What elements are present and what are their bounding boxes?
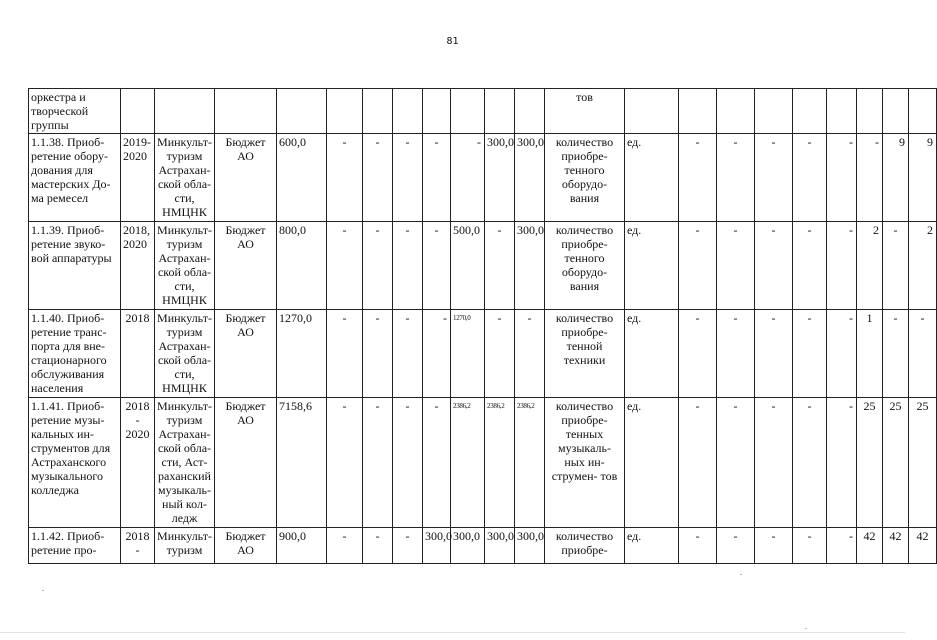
cell-empty — [883, 89, 909, 134]
cell-2019: - — [485, 222, 515, 310]
cell-empty — [857, 89, 883, 134]
cell-value-total: 9 — [909, 134, 937, 222]
cell-value-2018: - — [827, 310, 857, 398]
cell-2015: - — [363, 222, 393, 310]
cell-total: 900,0 — [277, 528, 327, 564]
table-row — [29, 134, 937, 222]
cell-value-2017: - — [793, 134, 827, 222]
cell-executor: Минкульт- туризм — [155, 528, 215, 564]
cell-empty — [679, 89, 717, 134]
cell-source: Бюджет АО — [215, 398, 277, 528]
cell-empty — [451, 89, 485, 134]
scan-artifact-line — [0, 632, 905, 633]
cell-value-2019: 1 — [857, 310, 883, 398]
scan-speck — [42, 590, 44, 591]
cell-value-2020: 9 — [883, 134, 909, 222]
cell-executor: Минкульт- туризм Астрахан- ской обла- сти, Аст- раханский музыкаль- ный кол- ледж — [155, 398, 215, 528]
cell-empty — [121, 89, 155, 134]
cell-empty — [827, 89, 857, 134]
cell-empty — [155, 89, 215, 134]
cell-executor: Минкульт- туризм Астрахан- ской обла- сти, НМЦНК — [155, 310, 215, 398]
cell-value-2016: - — [755, 134, 793, 222]
table-row-continuation — [29, 89, 937, 134]
cell-value-2015: - — [717, 134, 755, 222]
cell-value-2018: - — [827, 222, 857, 310]
cell-indicator: тов — [545, 89, 625, 134]
cell-empty — [755, 89, 793, 134]
cell-value-2019: - — [857, 134, 883, 222]
cell-unit: ед. — [625, 134, 679, 222]
cell-total: 1270,0 — [277, 310, 327, 398]
cell-empty — [793, 89, 827, 134]
cell-name: 1.1.39. Приоб- ретение звуко- вой аппаратуры — [29, 222, 121, 310]
cell-years: 2019- 2020 — [121, 134, 155, 222]
cell-2015: - — [363, 398, 393, 528]
cell-empty — [393, 89, 423, 134]
cell-value-2014: - — [679, 528, 717, 564]
cell-empty — [717, 89, 755, 134]
cell-2017: - — [423, 310, 451, 398]
cell-total: 7158,6 — [277, 398, 327, 528]
cell-2017: 300,0 — [423, 528, 451, 564]
cell-2017: - — [423, 222, 451, 310]
cell-2014: - — [327, 398, 363, 528]
cell-2015: - — [363, 310, 393, 398]
cell-2018: 2386,2 — [451, 398, 485, 528]
cell-value-2017: - — [793, 310, 827, 398]
cell-value-2016: - — [755, 528, 793, 564]
cell-total: 600,0 — [277, 134, 327, 222]
cell-2020: 300,0 — [515, 134, 545, 222]
cell-2018: - — [451, 134, 485, 222]
cell-2019: 2386,2 — [485, 398, 515, 528]
cell-name: оркестра и творческой группы — [29, 89, 121, 134]
cell-unit: ед. — [625, 222, 679, 310]
cell-2016: - — [393, 398, 423, 528]
cell-value-2015: - — [717, 310, 755, 398]
cell-2016: - — [393, 134, 423, 222]
cell-2014: - — [327, 134, 363, 222]
cell-value-total: 42 — [909, 528, 937, 564]
cell-years: 2018, 2020 — [121, 222, 155, 310]
cell-2016: - — [393, 310, 423, 398]
cell-2020: 300,0 — [515, 222, 545, 310]
cell-value-2020: 42 — [883, 528, 909, 564]
cell-years: 2018 — [121, 310, 155, 398]
cell-2014: - — [327, 528, 363, 564]
cell-value-2018: - — [827, 528, 857, 564]
cell-value-2014: - — [679, 310, 717, 398]
cell-empty — [625, 89, 679, 134]
table-row — [29, 398, 937, 528]
cell-value-2020: - — [883, 222, 909, 310]
program-table — [28, 88, 937, 564]
cell-value-2020: - — [883, 310, 909, 398]
cell-value-2017: - — [793, 398, 827, 528]
cell-indicator: количество приобре- тенных музыкаль- ных ин- струмен- тов — [545, 398, 625, 528]
cell-source: Бюджет АО — [215, 310, 277, 398]
cell-years: 2018 - — [121, 528, 155, 564]
cell-2020: - — [515, 310, 545, 398]
cell-2014: - — [327, 222, 363, 310]
cell-value-2016: - — [755, 222, 793, 310]
cell-empty — [515, 89, 545, 134]
table-row — [29, 310, 937, 398]
cell-value-2017: - — [793, 528, 827, 564]
cell-2018: 300,0 — [451, 528, 485, 564]
scan-speck — [805, 628, 807, 629]
cell-source: Бюджет АО — [215, 222, 277, 310]
cell-value-2014: - — [679, 222, 717, 310]
cell-value-2014: - — [679, 134, 717, 222]
cell-value-2019: 42 — [857, 528, 883, 564]
cell-2019: - — [485, 310, 515, 398]
cell-name: 1.1.41. Приоб- ретение музы- кальных ин- струментов для Астраханского музыкального колледжа — [29, 398, 121, 528]
cell-value-2015: - — [717, 528, 755, 564]
table-row — [29, 528, 937, 564]
cell-name: 1.1.42. Приоб- ретение про- — [29, 528, 121, 564]
cell-2019: 300,0 — [485, 134, 515, 222]
cell-value-2015: - — [717, 398, 755, 528]
cell-executor: Минкульт- туризм Астрахан- ской обла- сти, НМЦНК — [155, 134, 215, 222]
cell-unit: ед. — [625, 310, 679, 398]
cell-value-2016: - — [755, 398, 793, 528]
cell-2019: 300,0 — [485, 528, 515, 564]
cell-indicator: количество приобре- тенного оборудо- вания — [545, 222, 625, 310]
page-number: 81 — [446, 36, 459, 47]
cell-value-2018: - — [827, 398, 857, 528]
cell-unit: ед. — [625, 398, 679, 528]
cell-value-total: 2 — [909, 222, 937, 310]
cell-value-2020: 25 — [883, 398, 909, 528]
cell-empty — [327, 89, 363, 134]
table-row — [29, 222, 937, 310]
cell-empty — [909, 89, 937, 134]
cell-unit: ед. — [625, 528, 679, 564]
cell-executor: Минкульт- туризм Астрахан- ской обла- сти, НМЦНК — [155, 222, 215, 310]
cell-value-2014: - — [679, 398, 717, 528]
cell-name: 1.1.38. Приоб- ретение обору- дования для мастерских До- ма ремесел — [29, 134, 121, 222]
scan-speck — [740, 574, 742, 575]
cell-value-2019: 25 — [857, 398, 883, 528]
cell-2015: - — [363, 134, 393, 222]
cell-2020: 2386,2 — [515, 398, 545, 528]
cell-years: 2018 - 2020 — [121, 398, 155, 528]
cell-value-2017: - — [793, 222, 827, 310]
cell-empty — [423, 89, 451, 134]
cell-2015: - — [363, 528, 393, 564]
cell-indicator: количество приобре- тенного оборудо- вания — [545, 134, 625, 222]
cell-value-2015: - — [717, 222, 755, 310]
cell-2016: - — [393, 528, 423, 564]
cell-2018: 1270,0 — [451, 310, 485, 398]
cell-2020: 300,0 — [515, 528, 545, 564]
cell-source: Бюджет АО — [215, 134, 277, 222]
cell-empty — [215, 89, 277, 134]
cell-2017: - — [423, 134, 451, 222]
cell-value-2016: - — [755, 310, 793, 398]
cell-value-2019: 2 — [857, 222, 883, 310]
cell-value-total: 25 — [909, 398, 937, 528]
cell-2014: - — [327, 310, 363, 398]
cell-empty — [363, 89, 393, 134]
cell-name: 1.1.40. Приоб- ретение транс- порта для вне- стационарного обслуживания населения — [29, 310, 121, 398]
cell-2017: - — [423, 398, 451, 528]
cell-total: 800,0 — [277, 222, 327, 310]
cell-2016: - — [393, 222, 423, 310]
cell-value-total: - — [909, 310, 937, 398]
cell-indicator: количество приобре- — [545, 528, 625, 564]
cell-empty — [277, 89, 327, 134]
cell-empty — [485, 89, 515, 134]
cell-value-2018: - — [827, 134, 857, 222]
cell-source: Бюджет АО — [215, 528, 277, 564]
cell-2018: 500,0 — [451, 222, 485, 310]
cell-indicator: количество приобре- тенной техники — [545, 310, 625, 398]
